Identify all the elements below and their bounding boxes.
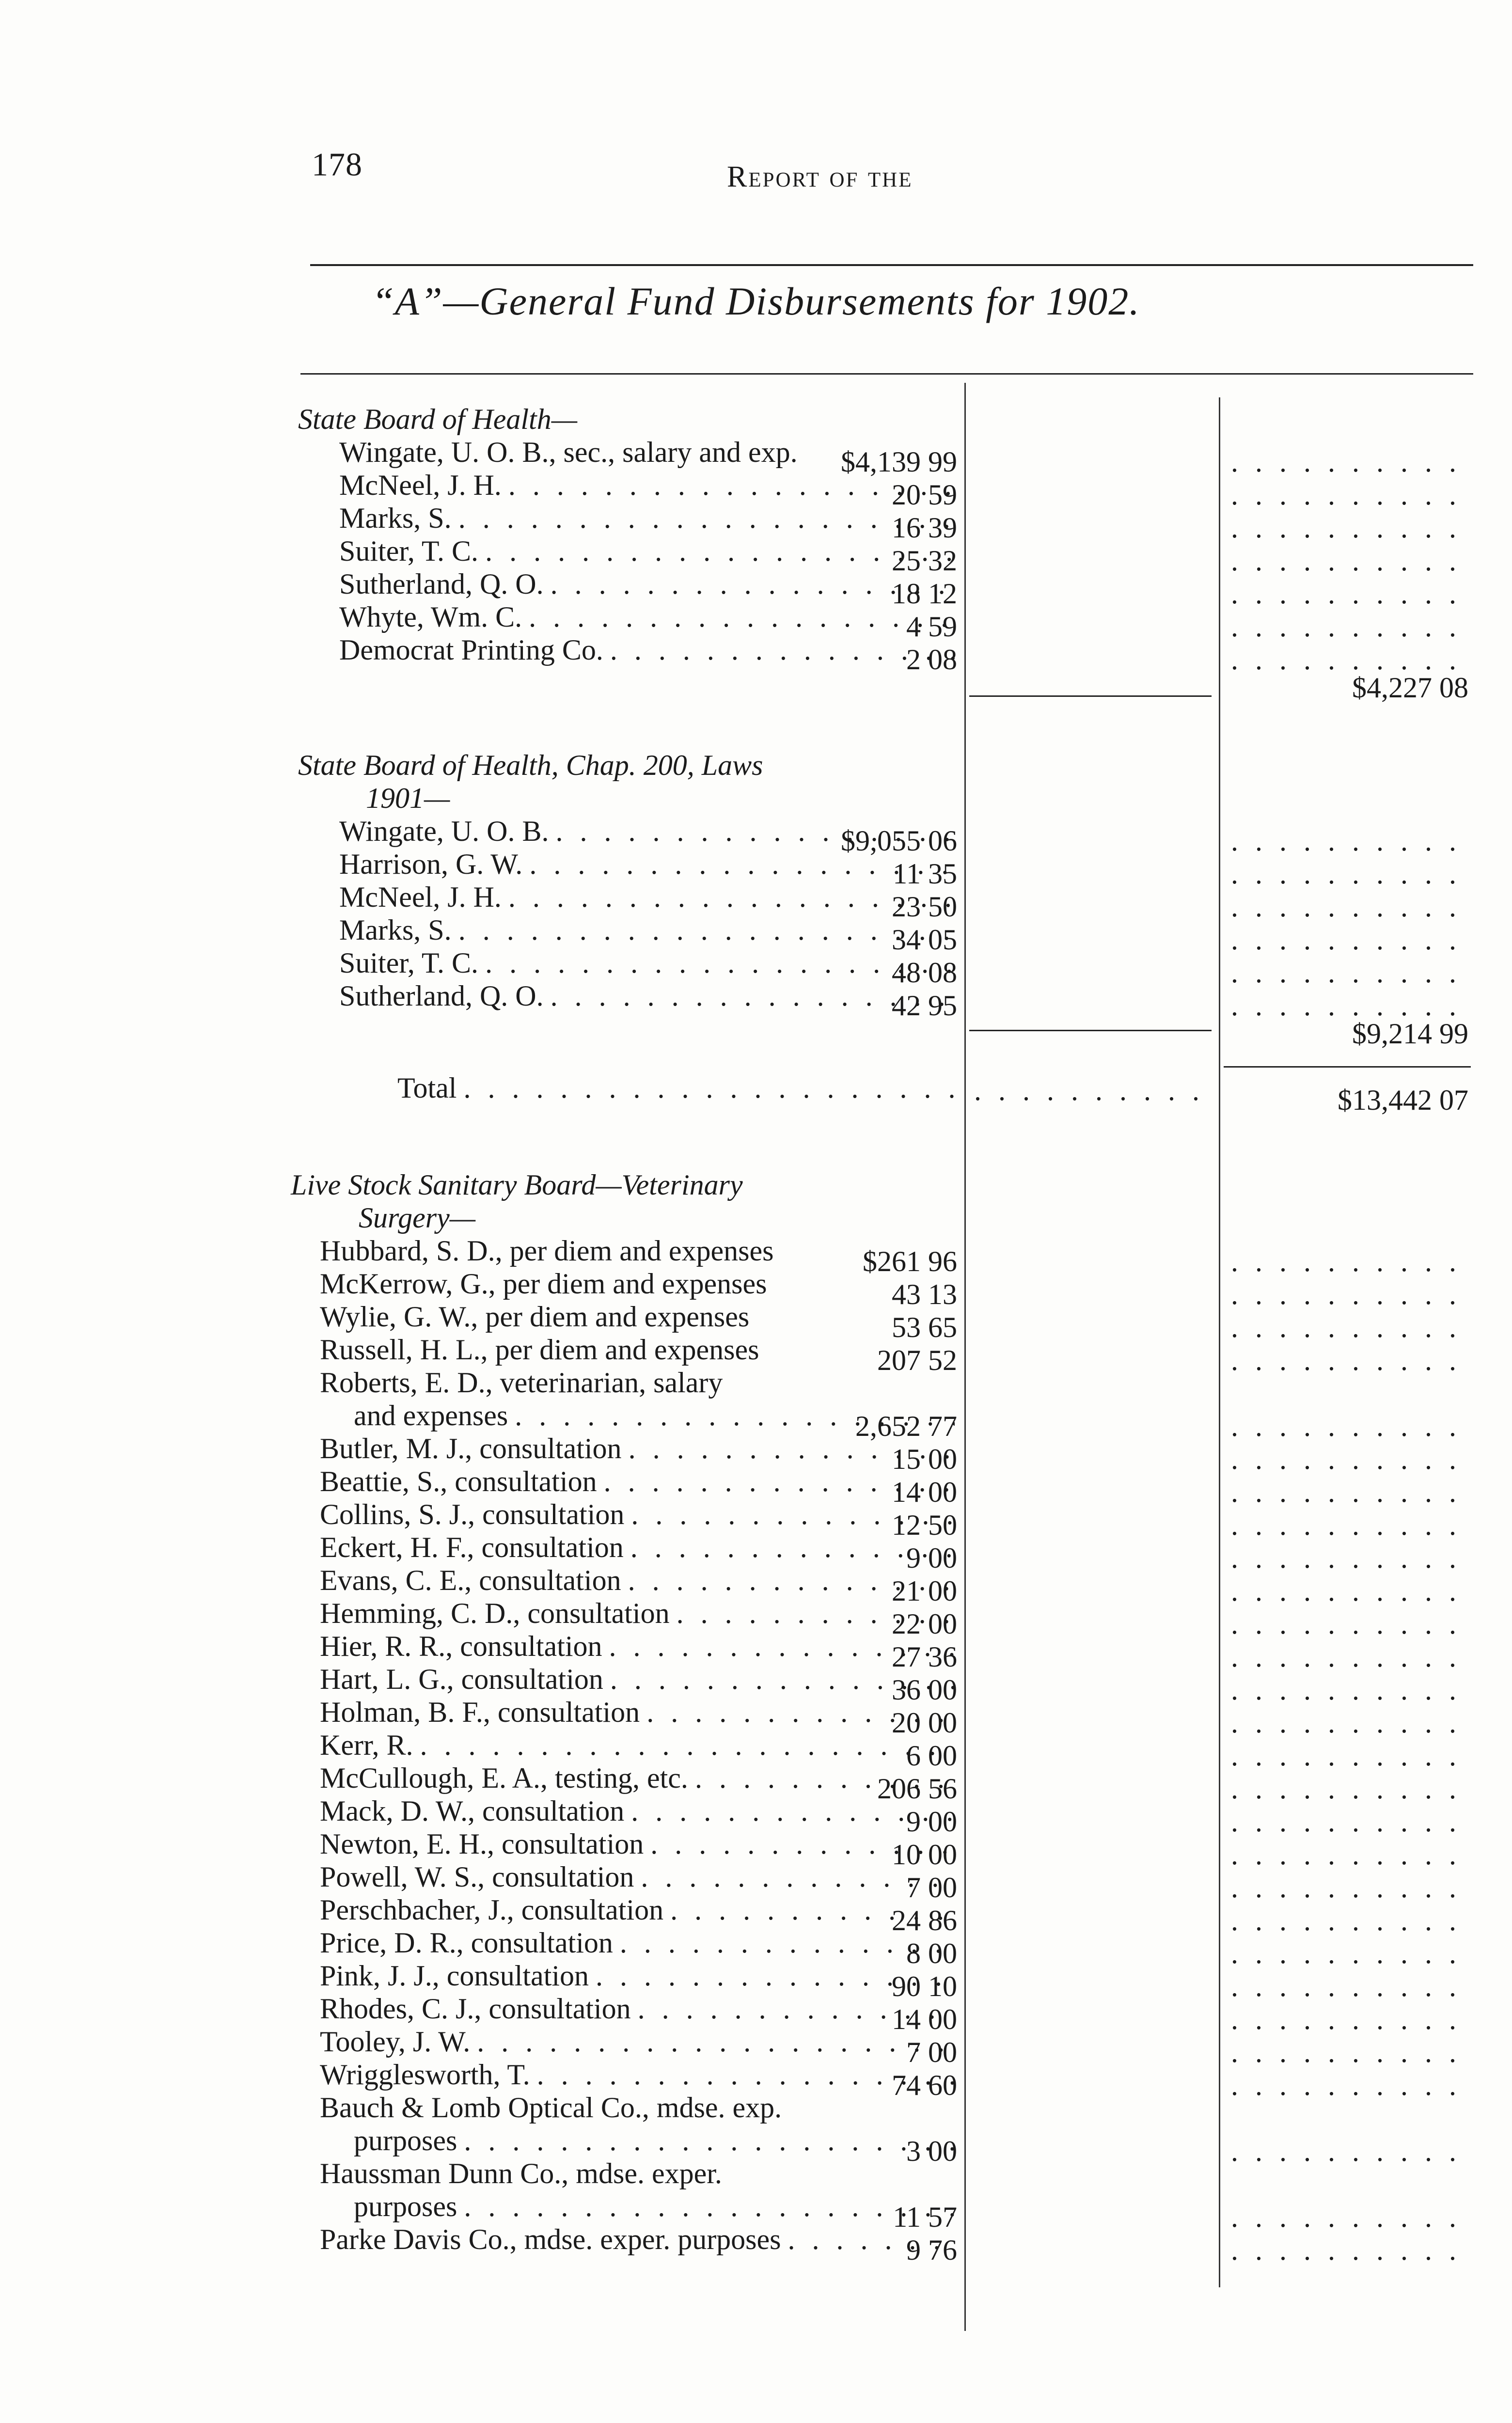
amount-column-divider	[964, 383, 966, 2331]
leader-dots	[1231, 2002, 1459, 2036]
payee-name: Wingate, U. O. B., sec., salary and exp.	[339, 436, 798, 468]
amount-cell: 7 00	[906, 2036, 957, 2068]
leader-dots	[1231, 857, 1459, 891]
payee-name: Haussman Dunn Co., mdse. exper.	[320, 2157, 722, 2189]
ledger-row	[320, 2156, 722, 2190]
leader-dots	[1231, 1310, 1459, 1344]
payee-name: McKerrow, G., per diem and expenses	[320, 1268, 767, 1300]
leader-dots	[1231, 2068, 1459, 2102]
payee-name: Bauch & Lomb Optical Co., mdse. exp.	[320, 2092, 782, 2124]
amount-cell: 9 00	[906, 1806, 957, 1838]
total-row	[397, 1071, 964, 1105]
amount-cell: 206 56	[877, 1773, 957, 1805]
amount-cell: 10 00	[892, 1839, 957, 1871]
amount-cell: 24 86	[892, 1904, 957, 1936]
payee-name: Hemming, C. D., consultation	[320, 1597, 670, 1629]
leader-dots	[1231, 478, 1459, 512]
payee-name: Mack, D. W., consultation	[320, 1795, 625, 1827]
leader-dots	[1231, 824, 1459, 858]
total-column-divider	[1219, 397, 1220, 2287]
payee-name: Eckert, H. F., consultation	[320, 1531, 624, 1563]
amount-cell: 7 00	[906, 1872, 957, 1904]
leader-dots	[1231, 1475, 1459, 1509]
amount-cell: 14 00	[892, 2003, 957, 2035]
amount-cell: 36 00	[892, 1674, 957, 1706]
leader-dots	[1231, 923, 1459, 957]
leader-dots	[1231, 1936, 1459, 1970]
payee-name: Parke Davis Co., mdse. exper. purposes	[320, 2223, 781, 2255]
payee-name: Beattie, S., consultation	[320, 1465, 597, 1497]
subtotal-amount: $4,227 08	[1352, 672, 1468, 704]
amount-cell: 27 36	[892, 1641, 957, 1673]
payee-name: Tooley, J. W.	[320, 2026, 471, 2058]
payee-name: Democrat Printing Co.	[339, 634, 603, 666]
leader-dots	[1231, 1640, 1459, 1674]
amount-cell: 34 05	[892, 924, 957, 956]
payee-name: Harrison, G. W.	[339, 848, 523, 880]
leader-dots	[1231, 1541, 1459, 1575]
leader-dots	[1231, 1607, 1459, 1641]
leader-dots	[1231, 1904, 1459, 1937]
leader-dots	[1231, 1673, 1459, 1707]
amount-cell: 207 52	[877, 1344, 957, 1376]
subtotal-rule-2	[969, 1030, 1212, 1031]
payee-name: Marks, S.	[339, 914, 452, 946]
amount-cell: 53 65	[892, 1311, 957, 1343]
leader-dots	[1231, 2233, 1459, 2267]
amount-cell: 15 00	[892, 1443, 957, 1475]
payee-name: Marks, S.	[339, 502, 452, 534]
payee-name: McCullough, E. A., testing, etc.	[320, 1762, 688, 1794]
payee-name: Price, D. R., consultation	[320, 1927, 613, 1959]
amount-cell: 2 08	[906, 644, 957, 676]
leader-dots	[1231, 1739, 1459, 1773]
payee-name-continued: purposes	[354, 2190, 457, 2222]
amount-cell: 11 57	[893, 2201, 957, 2233]
amount-cell: 43 13	[892, 1278, 957, 1310]
amount-cell: 9 76	[906, 2234, 957, 2266]
amount-cell: 74 60	[892, 2069, 957, 2101]
payee-name: Collins, S. J., consultation	[320, 1498, 625, 1530]
amount-cell: 21 00	[892, 1575, 957, 1607]
leader-dots	[1231, 1706, 1459, 1740]
subtotal-rule-1	[969, 695, 1212, 697]
leader-dots	[1231, 956, 1459, 990]
payee-name: Wrigglesworth, T.	[320, 2059, 530, 2091]
row-label	[397, 1071, 964, 1105]
amount-cell: 12 50	[892, 1509, 957, 1541]
amount-cell: 22 00	[892, 1608, 957, 1640]
grand-total-amount: $13,442 07	[1338, 1084, 1468, 1116]
payee-name: Holman, B. F., consultation	[320, 1696, 640, 1728]
payee-name-continued: purposes	[354, 2124, 457, 2156]
leader-dots	[1231, 1409, 1459, 1443]
payee-name: Suiter, T. C.	[339, 535, 479, 567]
payee-name: Russell, H. L., per diem and expenses	[320, 1334, 759, 1366]
ledger-row	[320, 1366, 723, 1400]
leader-dots	[1231, 1772, 1459, 1806]
payee-name: Suiter, T. C.	[339, 947, 479, 979]
payee-name: Perschbacher, J., consultation	[320, 1894, 664, 1926]
leader-dots	[1231, 2035, 1459, 2069]
amount-cell: $9,055 06	[841, 825, 957, 857]
payee-name: Whyte, Wm. C.	[339, 601, 522, 633]
amount-cell: 23 50	[892, 891, 957, 923]
leader-dots	[1231, 890, 1459, 924]
leader-dots	[1231, 577, 1459, 611]
leader-dots	[1231, 1871, 1459, 1904]
total-label: Total	[397, 1072, 457, 1104]
amount-cell: 3 00	[906, 2135, 957, 2167]
leader-dots	[1231, 1442, 1459, 1476]
amount-cell: 16 39	[892, 512, 957, 544]
leader-dots	[1231, 544, 1459, 578]
payee-name: Wylie, G. W., per diem and expenses	[320, 1301, 750, 1333]
leader-dots	[1231, 1969, 1459, 2003]
payee-name: Roberts, E. D., veterinarian, salary	[320, 1367, 723, 1399]
table-title: “A”—General Fund Disbursements for 1902.	[372, 279, 1140, 323]
leader-dots	[1231, 2134, 1459, 2168]
payee-name: Newton, E. H., consultation	[320, 1828, 644, 1860]
payee-name: Hier, R. R., consultation	[320, 1630, 602, 1662]
amount-cell: 20 59	[892, 479, 957, 511]
leader-dots	[1231, 1838, 1459, 1872]
payee-name: Powell, W. S., consultation	[320, 1861, 634, 1893]
ledger-row	[320, 2091, 782, 2124]
payee-name: Hubbard, S. D., per diem and expenses	[320, 1235, 774, 1267]
page-number: 178	[312, 146, 362, 183]
payee-name: Sutherland, Q. O.	[339, 568, 544, 600]
payee-name: Rhodes, C. J., consultation	[320, 1993, 631, 2025]
payee-name: Wingate, U. O. B.	[339, 815, 549, 847]
amount-cell: 2,652 77	[855, 1410, 957, 1442]
leader-dots	[1231, 1574, 1459, 1608]
leader-dots	[463, 1071, 964, 1105]
leader-dots	[1231, 2200, 1459, 2234]
amount-cell: $261 96	[863, 1245, 957, 1277]
payee-name: Sutherland, Q. O.	[339, 980, 544, 1012]
header-rule	[310, 264, 1473, 266]
amount-cell: 20 00	[892, 1707, 957, 1739]
subtotal-amount: $9,214 99	[1352, 1018, 1468, 1050]
section-heading: 1901—	[366, 782, 450, 814]
payee-name: Evans, C. E., consultation	[320, 1564, 621, 1596]
leader-dots	[1231, 1277, 1459, 1311]
amount-cell: $4,139 99	[841, 446, 957, 478]
amount-cell: 42 95	[892, 990, 957, 1022]
leader-dots	[974, 1073, 1212, 1107]
amount-cell: 8 00	[906, 1937, 957, 1969]
payee-name-continued: and expenses	[354, 1400, 508, 1432]
leader-dots	[1231, 610, 1459, 644]
amount-cell: 90 10	[892, 1970, 957, 2002]
payee-name: McNeel, J. H.	[339, 881, 502, 913]
payee-name: Hart, L. G., consultation	[320, 1663, 603, 1695]
amount-cell: 14 00	[892, 1476, 957, 1508]
leader-dots	[1231, 1805, 1459, 1839]
amount-cell: 25 32	[892, 545, 957, 577]
amount-cell: 9 00	[906, 1542, 957, 1574]
section-heading: Surgery—	[359, 1202, 476, 1234]
payee-name: McNeel, J. H.	[339, 469, 502, 501]
title-rule	[300, 373, 1473, 375]
leader-dots	[1231, 445, 1459, 479]
running-head: Report of the	[727, 160, 913, 193]
leader-dots	[1231, 1244, 1459, 1278]
amount-cell: 6 00	[906, 1740, 957, 1772]
leader-dots	[1231, 1508, 1459, 1542]
payee-name: Pink, J. J., consultation	[320, 1960, 589, 1992]
amount-cell: 48 08	[892, 957, 957, 989]
amount-cell: 4 59	[906, 611, 957, 643]
payee-name: Butler, M. J., consultation	[320, 1432, 622, 1464]
payee-name: Kerr, R.	[320, 1729, 413, 1761]
amount-cell: 11 35	[893, 858, 957, 890]
section-heading: State Board of Health, Chap. 200, Laws	[298, 749, 763, 781]
amount-cell: 18 12	[892, 578, 957, 610]
section-heading: State Board of Health—	[298, 403, 578, 435]
section-heading: Live Stock Sanitary Board—Veterinary	[291, 1169, 743, 1201]
total-rule	[1224, 1066, 1471, 1068]
leader-dots	[1231, 511, 1459, 545]
leader-dots	[1231, 1343, 1459, 1377]
